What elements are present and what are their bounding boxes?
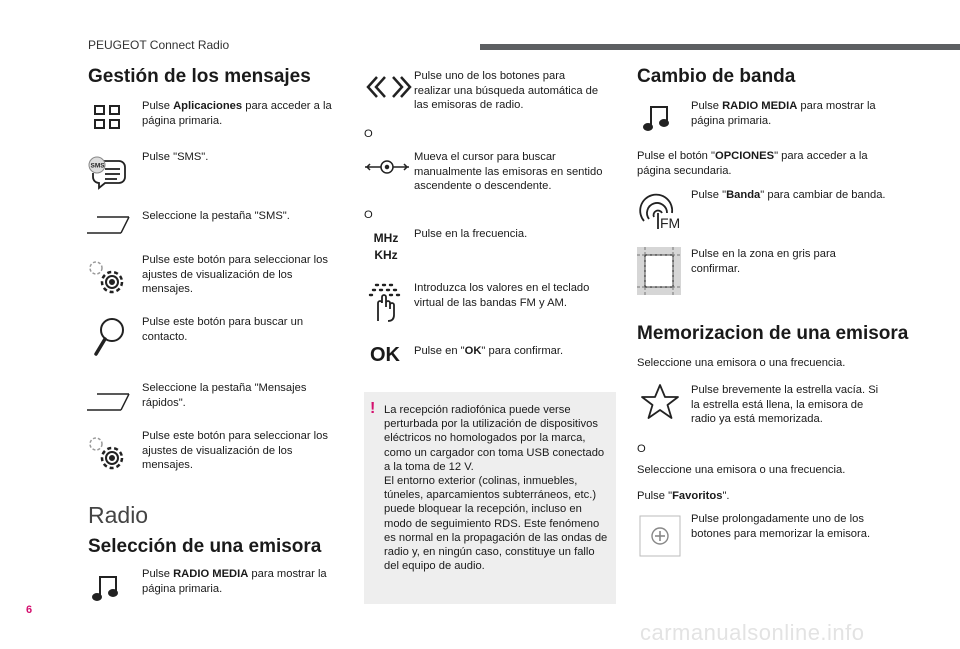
settings-gears-icon — [86, 432, 128, 474]
radio-title: Radio — [88, 502, 149, 528]
manual-seek-item: Mueva el cursor para buscar manualmente las emisoras en sentido ascendente o descendente. — [414, 151, 603, 193]
header-bar — [480, 44, 960, 50]
memorize-paragraph-1: Seleccione una emisora o una frecuencia. — [637, 357, 846, 369]
warning-icon: ! — [370, 400, 376, 417]
msg-item-2: Pulse "SMS". — [142, 151, 209, 163]
ok-icon: OK — [370, 344, 400, 366]
section-heading-station-select: Selección de una emisora — [88, 536, 322, 557]
section-heading-memorize: Memorizacion de una emisora — [637, 323, 909, 344]
sms-bubble-icon — [86, 152, 128, 194]
msg-item-5: Pulse este botón para buscar un contacto. — [142, 316, 304, 343]
band-item-1: Pulse RADIO MEDIA para mostrar la página primaria. — [691, 100, 876, 127]
band-item-2: Pulse "Banda" para cambiar de banda. — [691, 189, 886, 201]
search-icon — [86, 316, 128, 358]
mhz-khz-icon: MHz KHz — [373, 231, 399, 262]
options-paragraph: Pulse el botón "OPCIONES" para acceder a la página secundaria. — [637, 150, 868, 177]
tab-icon — [86, 381, 132, 423]
seek-item: Pulse uno de los botones para realizar una búsqueda automática de las emisoras de radio. — [414, 70, 599, 112]
station-select-item: Pulse RADIO MEDIA para mostrar la página primaria. — [142, 568, 327, 595]
svg-text:SMS: SMS — [90, 162, 105, 170]
apps-grid-icon — [86, 96, 128, 138]
frequency-item: Pulse en la frecuencia. — [414, 228, 528, 240]
page-number: 6 — [26, 604, 33, 616]
fm-signal-icon — [637, 190, 683, 232]
memorize-item-2: Pulse prolongadamente uno de los botones para memorizar la emisora. — [691, 513, 871, 540]
memorize-item-1: Pulse brevemente la estrella vacía. Si la estrella está llena, la emisora de radio ya está memorizada. — [691, 384, 879, 426]
memorize-paragraph-2: Seleccione una emisora o una frecuencia. — [637, 464, 846, 476]
msg-item-1: Pulse Aplicaciones para acceder a la página primaria. — [142, 100, 332, 127]
seek-arrows-icon — [364, 66, 414, 108]
music-note-icon — [86, 566, 128, 608]
or-separator: O — [364, 209, 373, 221]
confirm-item: Pulse en "OK" para confirmar. — [414, 345, 564, 357]
grey-zone-icon — [637, 247, 681, 295]
band-item-3: Pulse en la zona en gris para confirmar. — [691, 248, 836, 275]
add-preset-icon — [639, 515, 681, 557]
keypad-item: Introduzca los valores en el teclado virtual de las bandas FM y AM. — [414, 282, 590, 309]
section-heading-messages: Gestión de los mensajes — [88, 66, 311, 87]
msg-item-4: Pulse este botón para seleccionar los ajustes de visualización de los mensajes. — [142, 254, 328, 296]
settings-gears-icon — [86, 256, 128, 298]
warning-text: La recepción radiofónica puede verse perturbada por la utilización de dispositivos eléctricos no homologados por la marca, como un cargador con toma USB conectado a la toma de 12 V. El entorno exterior (colinas, inmuebles, túneles, aparcamientos subterráneos, etc.) puede bloquear la recepción, incluso en modo de seguimiento RDS. Este fenómeno es normal en la propagación de las ondas de radio y, en ningún caso, constituye un fallo del equipo de audio. — [384, 404, 608, 573]
running-header: PEUGEOT Connect Radio — [88, 38, 230, 52]
msg-item-3: Seleccione la pestaña "SMS". — [142, 210, 290, 222]
tab-icon — [86, 204, 132, 246]
msg-item-7: Pulse este botón para seleccionar los ajustes de visualización de los mensajes. — [142, 430, 328, 472]
music-note-icon — [637, 96, 679, 138]
msg-item-6: Seleccione la pestaña "Mensajes rápidos". — [142, 382, 307, 409]
favorites-paragraph: Pulse "Favoritos". — [637, 490, 730, 502]
watermark: carmanualsonline.info — [640, 620, 865, 645]
slider-cursor-icon — [364, 146, 410, 188]
or-separator: O — [364, 128, 373, 140]
star-outline-icon — [639, 381, 681, 423]
section-heading-band: Cambio de banda — [637, 66, 796, 87]
or-separator: O — [637, 443, 646, 455]
svg-text:FM: FM — [660, 215, 681, 231]
keypad-hand-icon — [364, 281, 406, 323]
